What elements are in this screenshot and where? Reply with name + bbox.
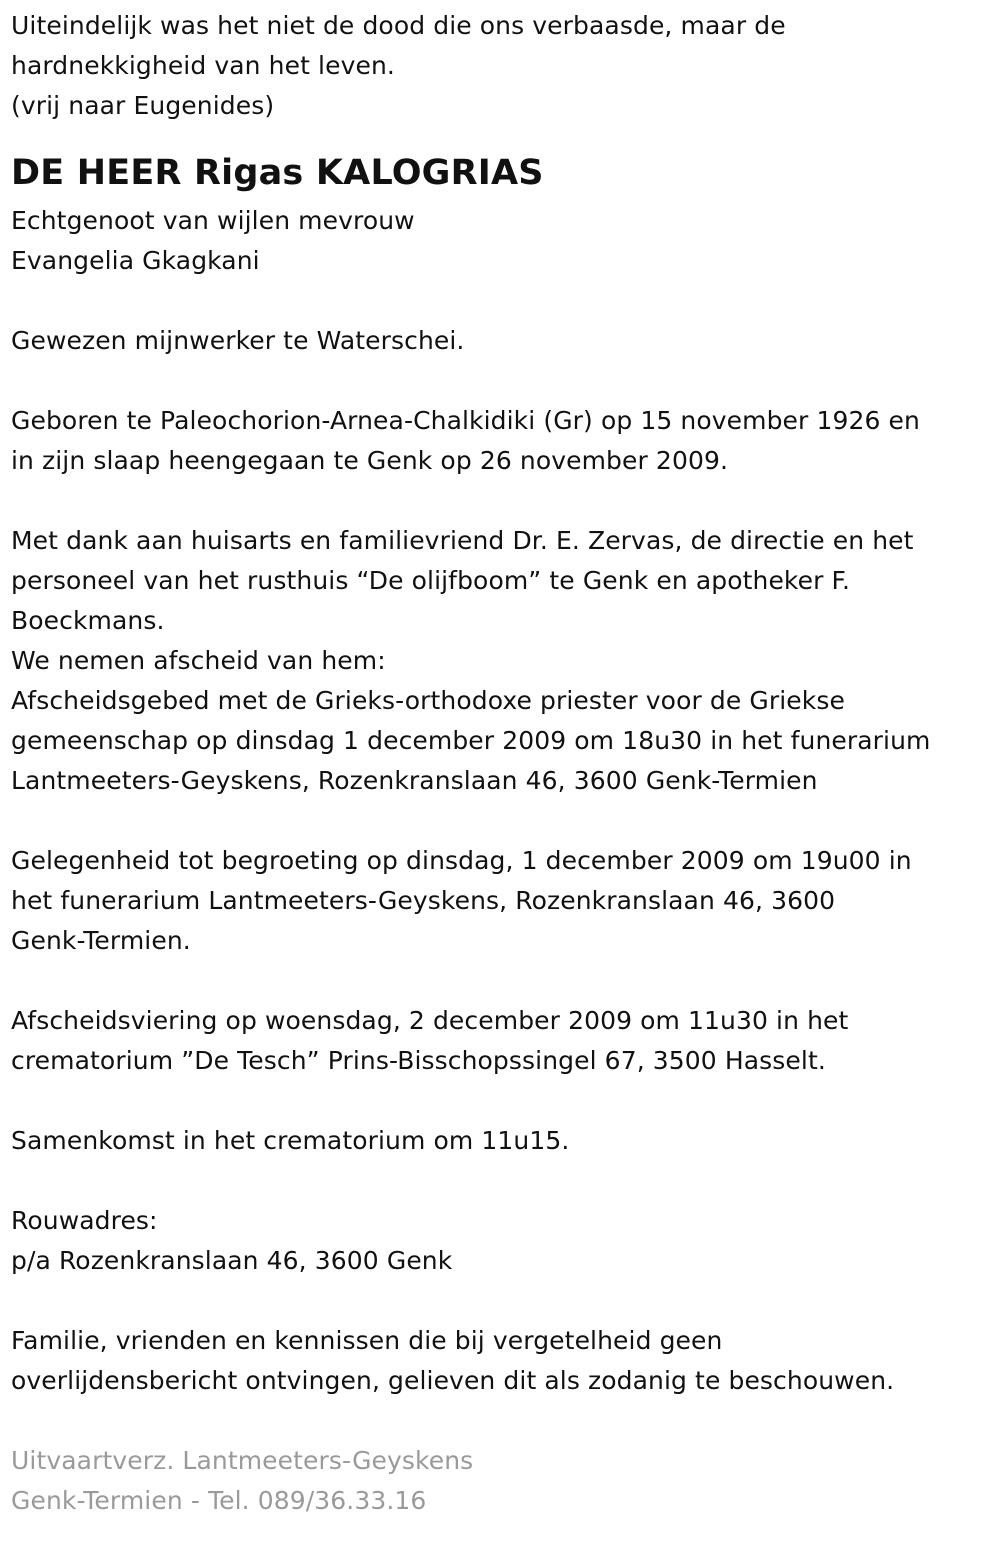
thanks-and-prayer bbox=[11, 521, 991, 801]
birth-death-line: Geboren te Paleochorion-Arnea-Chalkidiki (Gr) op 15 november 1926 en bbox=[11, 406, 920, 435]
spacer bbox=[11, 1281, 991, 1321]
spacer bbox=[11, 801, 991, 841]
mourning-address bbox=[11, 1201, 991, 1281]
thanks-line: Lantmeeters-Geyskens, Rozenkranslaan 46, 3600 Genk-Termien bbox=[11, 766, 818, 795]
gathering-info: Samenkomst in het crematorium om 11u15. bbox=[11, 1126, 570, 1155]
spouse-line: Evangelia Gkagkani bbox=[11, 246, 260, 275]
thanks-line: Boeckmans. bbox=[11, 606, 165, 635]
thanks-line: We nemen afscheid van hem: bbox=[11, 646, 386, 675]
quote-line: Uiteindelijk was het niet de dood die ons verbaasde, maar de bbox=[11, 11, 786, 40]
spacer bbox=[11, 1081, 991, 1121]
thanks-line: personeel van het rusthuis “De olijfboom” te Genk en apotheker F. bbox=[11, 566, 851, 595]
ceremony-line: crematorium ”De Tesch” Prins-Bisschopssingel 67, 3500 Hasselt. bbox=[11, 1046, 826, 1075]
visitation-line: Genk-Termien. bbox=[11, 926, 191, 955]
funeral-home-name: Uitvaartverz. Lantmeeters-Geyskens bbox=[11, 1446, 474, 1475]
occupation: Gewezen mijnwerker te Waterschei. bbox=[11, 326, 465, 355]
quote-attribution: (vrij naar Eugenides) bbox=[11, 91, 275, 120]
deceased-name: DE HEER Rigas KALOGRIAS bbox=[11, 153, 544, 193]
thanks-line: gemeenschap op dinsdag 1 december 2009 om 18u30 in het funerarium bbox=[11, 726, 931, 755]
visitation-line: het funerarium Lantmeeters-Geyskens, Rozenkranslaan 46, 3600 bbox=[11, 886, 836, 915]
spouse-info bbox=[11, 201, 991, 281]
birth-death-line: in zijn slaap heengegaan te Genk op 26 november 2009. bbox=[11, 446, 729, 475]
thanks-line: Met dank aan huisarts en familievriend Dr. E. Zervas, de directie en het bbox=[11, 526, 914, 555]
mourning-address-label: Rouwadres: bbox=[11, 1206, 158, 1235]
spacer bbox=[11, 361, 991, 401]
birth-death-info bbox=[11, 401, 991, 481]
spouse-line: Echtgenoot van wijlen mevrouw bbox=[11, 206, 415, 235]
spacer bbox=[11, 281, 991, 321]
funeral-home-contact: Genk-Termien - Tel. 089/36.33.16 bbox=[11, 1486, 427, 1515]
spacer bbox=[11, 961, 991, 1001]
notice-line: Familie, vrienden en kennissen die bij vergetelheid geen bbox=[11, 1326, 723, 1355]
ceremony-line: Afscheidsviering op woensdag, 2 december 2009 om 11u30 in het bbox=[11, 1006, 849, 1035]
obituary-notice bbox=[11, 6, 991, 1521]
quote-line: hardnekkigheid van het leven. bbox=[11, 51, 395, 80]
funeral-home-footer bbox=[11, 1441, 991, 1521]
quote bbox=[11, 6, 991, 126]
spacer bbox=[11, 1161, 991, 1201]
mourning-address-value: p/a Rozenkranslaan 46, 3600 Genk bbox=[11, 1246, 453, 1275]
ceremony-info bbox=[11, 1001, 991, 1081]
visitation-info bbox=[11, 841, 991, 961]
spacer bbox=[11, 1401, 991, 1441]
notice-info bbox=[11, 1321, 991, 1401]
spacer bbox=[11, 481, 991, 521]
thanks-line: Afscheidsgebed met de Grieks-orthodoxe priester voor de Griekse bbox=[11, 686, 845, 715]
notice-line: overlijdensbericht ontvingen, gelieven dit als zodanig te beschouwen. bbox=[11, 1366, 895, 1395]
visitation-line: Gelegenheid tot begroeting op dinsdag, 1 december 2009 om 19u00 in bbox=[11, 846, 912, 875]
